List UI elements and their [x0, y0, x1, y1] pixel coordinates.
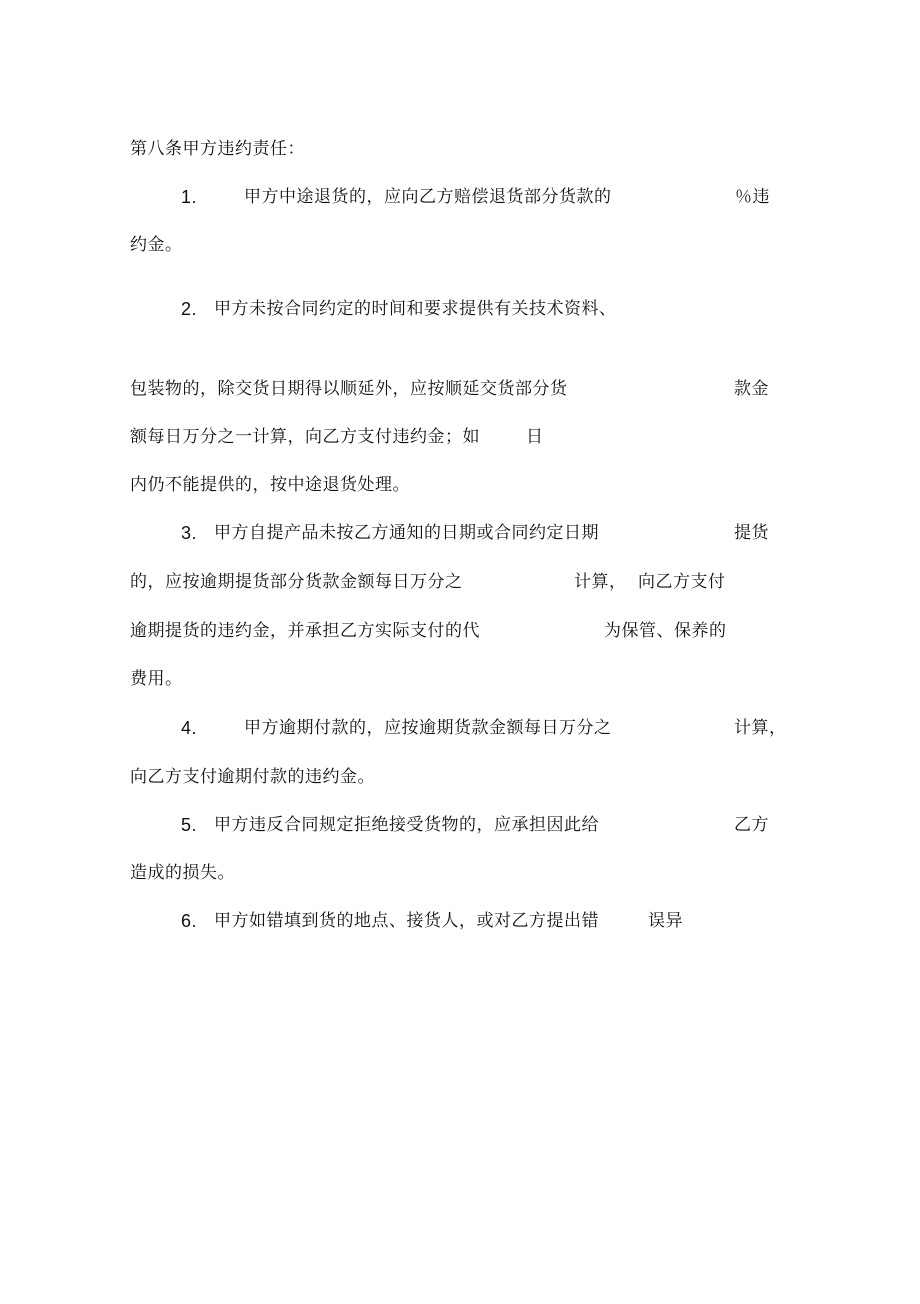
item-text: 甲方违反合同规定拒绝接受货物的，应承担因此给 — [214, 815, 599, 835]
item-text: 造成的损失。 — [130, 863, 235, 883]
item-text: ％违 — [735, 187, 770, 207]
item-text: 的，应按逾期提货部分货款金额每日万分之 — [130, 572, 463, 592]
item-text: 向乙方支付逾期付款的违约金。 — [130, 767, 375, 787]
item-number: 2. — [181, 299, 198, 319]
item-text: 甲方中途退货的，应向乙方赔偿退货部分货款的 — [244, 187, 612, 207]
item-text: 甲方未按合同约定的时间和要求提供有关技术资料、 — [214, 299, 617, 319]
item-text: 甲方如错填到货的地点、接货人，或对乙方提出错 — [214, 911, 599, 931]
item-text: 计算， — [734, 718, 787, 738]
item-text: 提货 — [734, 523, 769, 543]
item-text: 甲方自提产品未按乙方通知的日期或合同约定日期 — [214, 523, 599, 543]
item-text: 乙方 — [734, 815, 769, 835]
item-number: 1. — [181, 187, 198, 207]
item-text: 包装物的，除交货日期得以顺延外，应按顺延交货部分货 — [130, 379, 568, 399]
item-number: 3. — [181, 523, 198, 543]
item-text: 费用。 — [130, 669, 183, 689]
item-text: 计算， — [574, 572, 627, 592]
item-text: 款金 — [734, 379, 769, 399]
item-number: 5. — [181, 815, 198, 835]
item-text: 逾期提货的违约金，并承担乙方实际支付的代 — [130, 621, 480, 641]
item-number: 4. — [181, 718, 198, 738]
item-text: 误异 — [648, 911, 683, 931]
clause-heading: 第八条甲方违约责任： — [130, 139, 305, 159]
item-text: 内仍不能提供的，按中途退货处理。 — [130, 475, 410, 495]
item-text: 约金。 — [130, 235, 183, 255]
item-text: 为保管、保养的 — [604, 621, 727, 641]
item-text: 向乙方支付 — [638, 572, 726, 592]
item-number: 6. — [181, 911, 198, 931]
item-text: 甲方逾期付款的，应按逾期货款金额每日万分之 — [244, 718, 612, 738]
item-text: 额每日万分之一计算，向乙方支付违约金；如 — [130, 427, 480, 447]
item-text: 日 — [526, 427, 544, 447]
